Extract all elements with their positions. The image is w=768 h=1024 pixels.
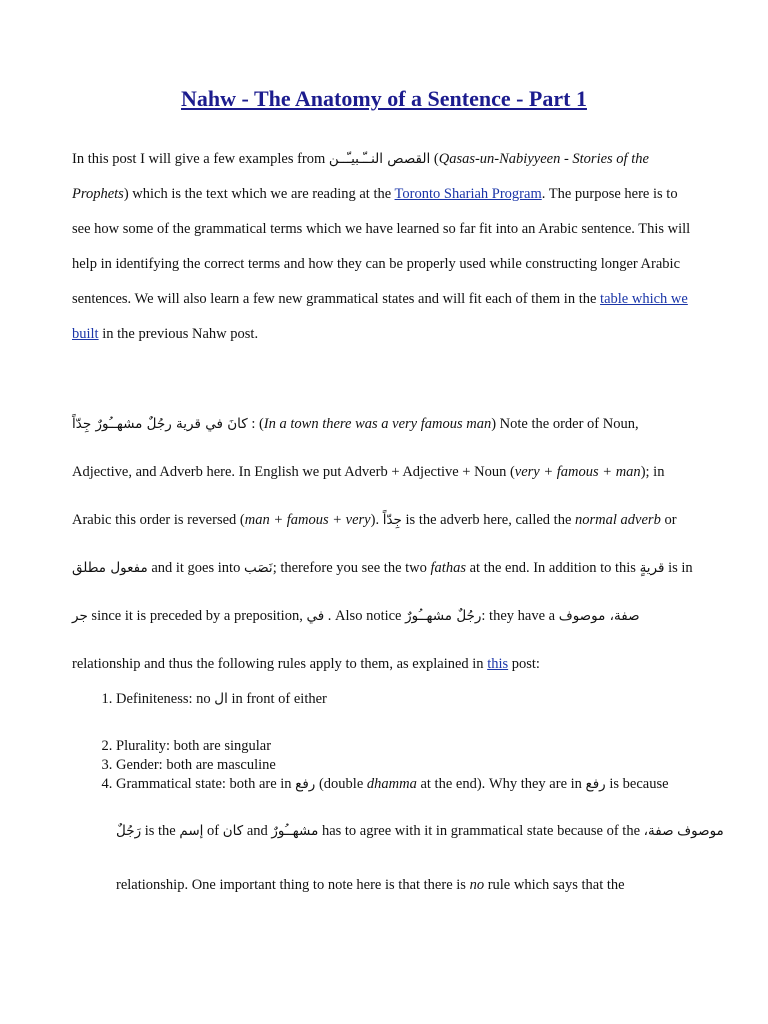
normal-adverb-term: normal adverb xyxy=(575,512,661,528)
arabic-al: ال xyxy=(214,691,228,707)
example-text: ) Note the order of Noun, Adjective, and Adverb here. In English we put Adverb + Adjective + Noun ( xyxy=(72,416,639,480)
example-text: and it goes into xyxy=(147,560,244,576)
list-item xyxy=(116,775,726,912)
arabic-order: man + famous + very xyxy=(244,512,371,528)
arabic-nasb: نَصَب xyxy=(243,560,273,576)
arabic-mashhur: مشهــُورٌ xyxy=(271,823,319,839)
arabic-rafa: رفع xyxy=(585,776,606,792)
sentence-translation: In a town there was a very famous man xyxy=(263,416,492,432)
intro-text: In this post I will give a few examples from xyxy=(72,151,329,167)
this-post-link[interactable]: this xyxy=(487,656,509,672)
rule-text: of xyxy=(203,823,223,839)
arabic-kana: كان xyxy=(222,823,244,839)
rule-continuation xyxy=(116,804,726,912)
example-text: ); in Arabic this order is reversed ( xyxy=(72,464,665,528)
example-text: relationship and thus the following rules apply to them, as explained in xyxy=(72,656,488,672)
arabic-mafool-mutlaq: مفعول مطلق xyxy=(72,560,148,576)
rule-text: rule which says that the xyxy=(484,877,625,893)
arabic-noun-adjective-pair: رجُلٌ مشهــُورٌ xyxy=(405,608,482,624)
arabic-example-sentence: كانَ في قرية رجُلٌ مشهــُورٌ جِدّاً xyxy=(72,416,248,432)
rule-text: and xyxy=(243,823,272,839)
fathas-term: fathas xyxy=(430,560,466,576)
arabic-fi: في xyxy=(306,608,325,624)
page-title[interactable]: Nahw - The Anatomy of a Sentence - Part 1 xyxy=(181,86,587,111)
no-emphasis: no xyxy=(469,877,485,893)
list-item xyxy=(116,737,726,756)
example-text: or xyxy=(660,512,677,528)
rule-text: Definiteness: no xyxy=(116,691,215,707)
arabic-book-title: القصص النــّـبيـّــن xyxy=(328,151,431,167)
rule-text: (double xyxy=(315,776,367,792)
arabic-ism: إسم xyxy=(179,823,204,839)
intro-text: in the previous Nahw post. xyxy=(98,326,259,342)
example-text: . Also notice xyxy=(324,608,406,624)
list-item xyxy=(116,756,726,775)
arabic-qarya: قريةٍ xyxy=(639,560,665,576)
rule-text: at the end). Why they are in xyxy=(416,776,586,792)
dhamma-term: dhamma xyxy=(366,776,417,792)
arabic-jar: جر xyxy=(72,608,88,624)
intro-text: . The purpose here is to see how some of the grammatical terms which we have learned so far fit into an Arabic sentence. This will help in identifying the correct terms and how they can be properly used while constructing longer Arabic sentences. We will also learn a few new grammatical states and will fit each of them in the xyxy=(72,186,691,307)
list-item xyxy=(116,690,726,709)
rule-text: has to agree with it in grammatical state because of the xyxy=(318,823,644,839)
arabic-mawsuf: موصوف xyxy=(677,823,724,839)
example-text: ; therefore you see the two xyxy=(272,560,431,576)
example-text: is the adverb here, called the xyxy=(401,512,576,528)
rule-text: in front of either xyxy=(227,691,327,707)
book-transliteration: Qasas-un-Nabiyyeen - Stories of the Prophets xyxy=(72,151,649,202)
rule-text: Gender: both are masculine xyxy=(116,757,276,773)
rule-text: is because xyxy=(605,776,669,792)
intro-text: ) which is the text which we are reading at the xyxy=(123,186,395,202)
example-text: ). xyxy=(370,512,383,528)
rules-list xyxy=(80,690,726,912)
rule-text: Plurality: both are singular xyxy=(116,738,272,754)
toronto-shariah-program-link[interactable]: Toronto Shariah Program xyxy=(394,186,542,202)
arabic-rajul: رَجُلٌ xyxy=(116,823,142,839)
rule-text: relationship. One important thing to note here is that there is xyxy=(116,877,470,893)
intro-paragraph xyxy=(72,142,696,352)
example-text: since it is preceded by a preposition, xyxy=(87,608,307,624)
arabic-sifa: صفة، xyxy=(643,823,674,839)
arabic-sifa-mawsuf: صفة، موصوف xyxy=(558,608,640,624)
table-link[interactable]: table which we built xyxy=(72,291,688,342)
example-text: at the end. In addition to this xyxy=(465,560,640,576)
rule-text: is the xyxy=(141,823,180,839)
rule-text: Grammatical state: both are in xyxy=(116,776,296,792)
example-paragraph xyxy=(72,400,696,688)
arabic-jiddan: جِدّاً xyxy=(382,512,402,528)
example-text: : ( xyxy=(247,416,264,432)
example-text: is in xyxy=(664,560,693,576)
intro-text: ( xyxy=(430,151,439,167)
english-order: very + famous + man xyxy=(514,464,641,480)
arabic-rafa: رفع xyxy=(295,776,316,792)
example-text: post: xyxy=(508,656,540,672)
example-text: : they have a xyxy=(481,608,559,624)
